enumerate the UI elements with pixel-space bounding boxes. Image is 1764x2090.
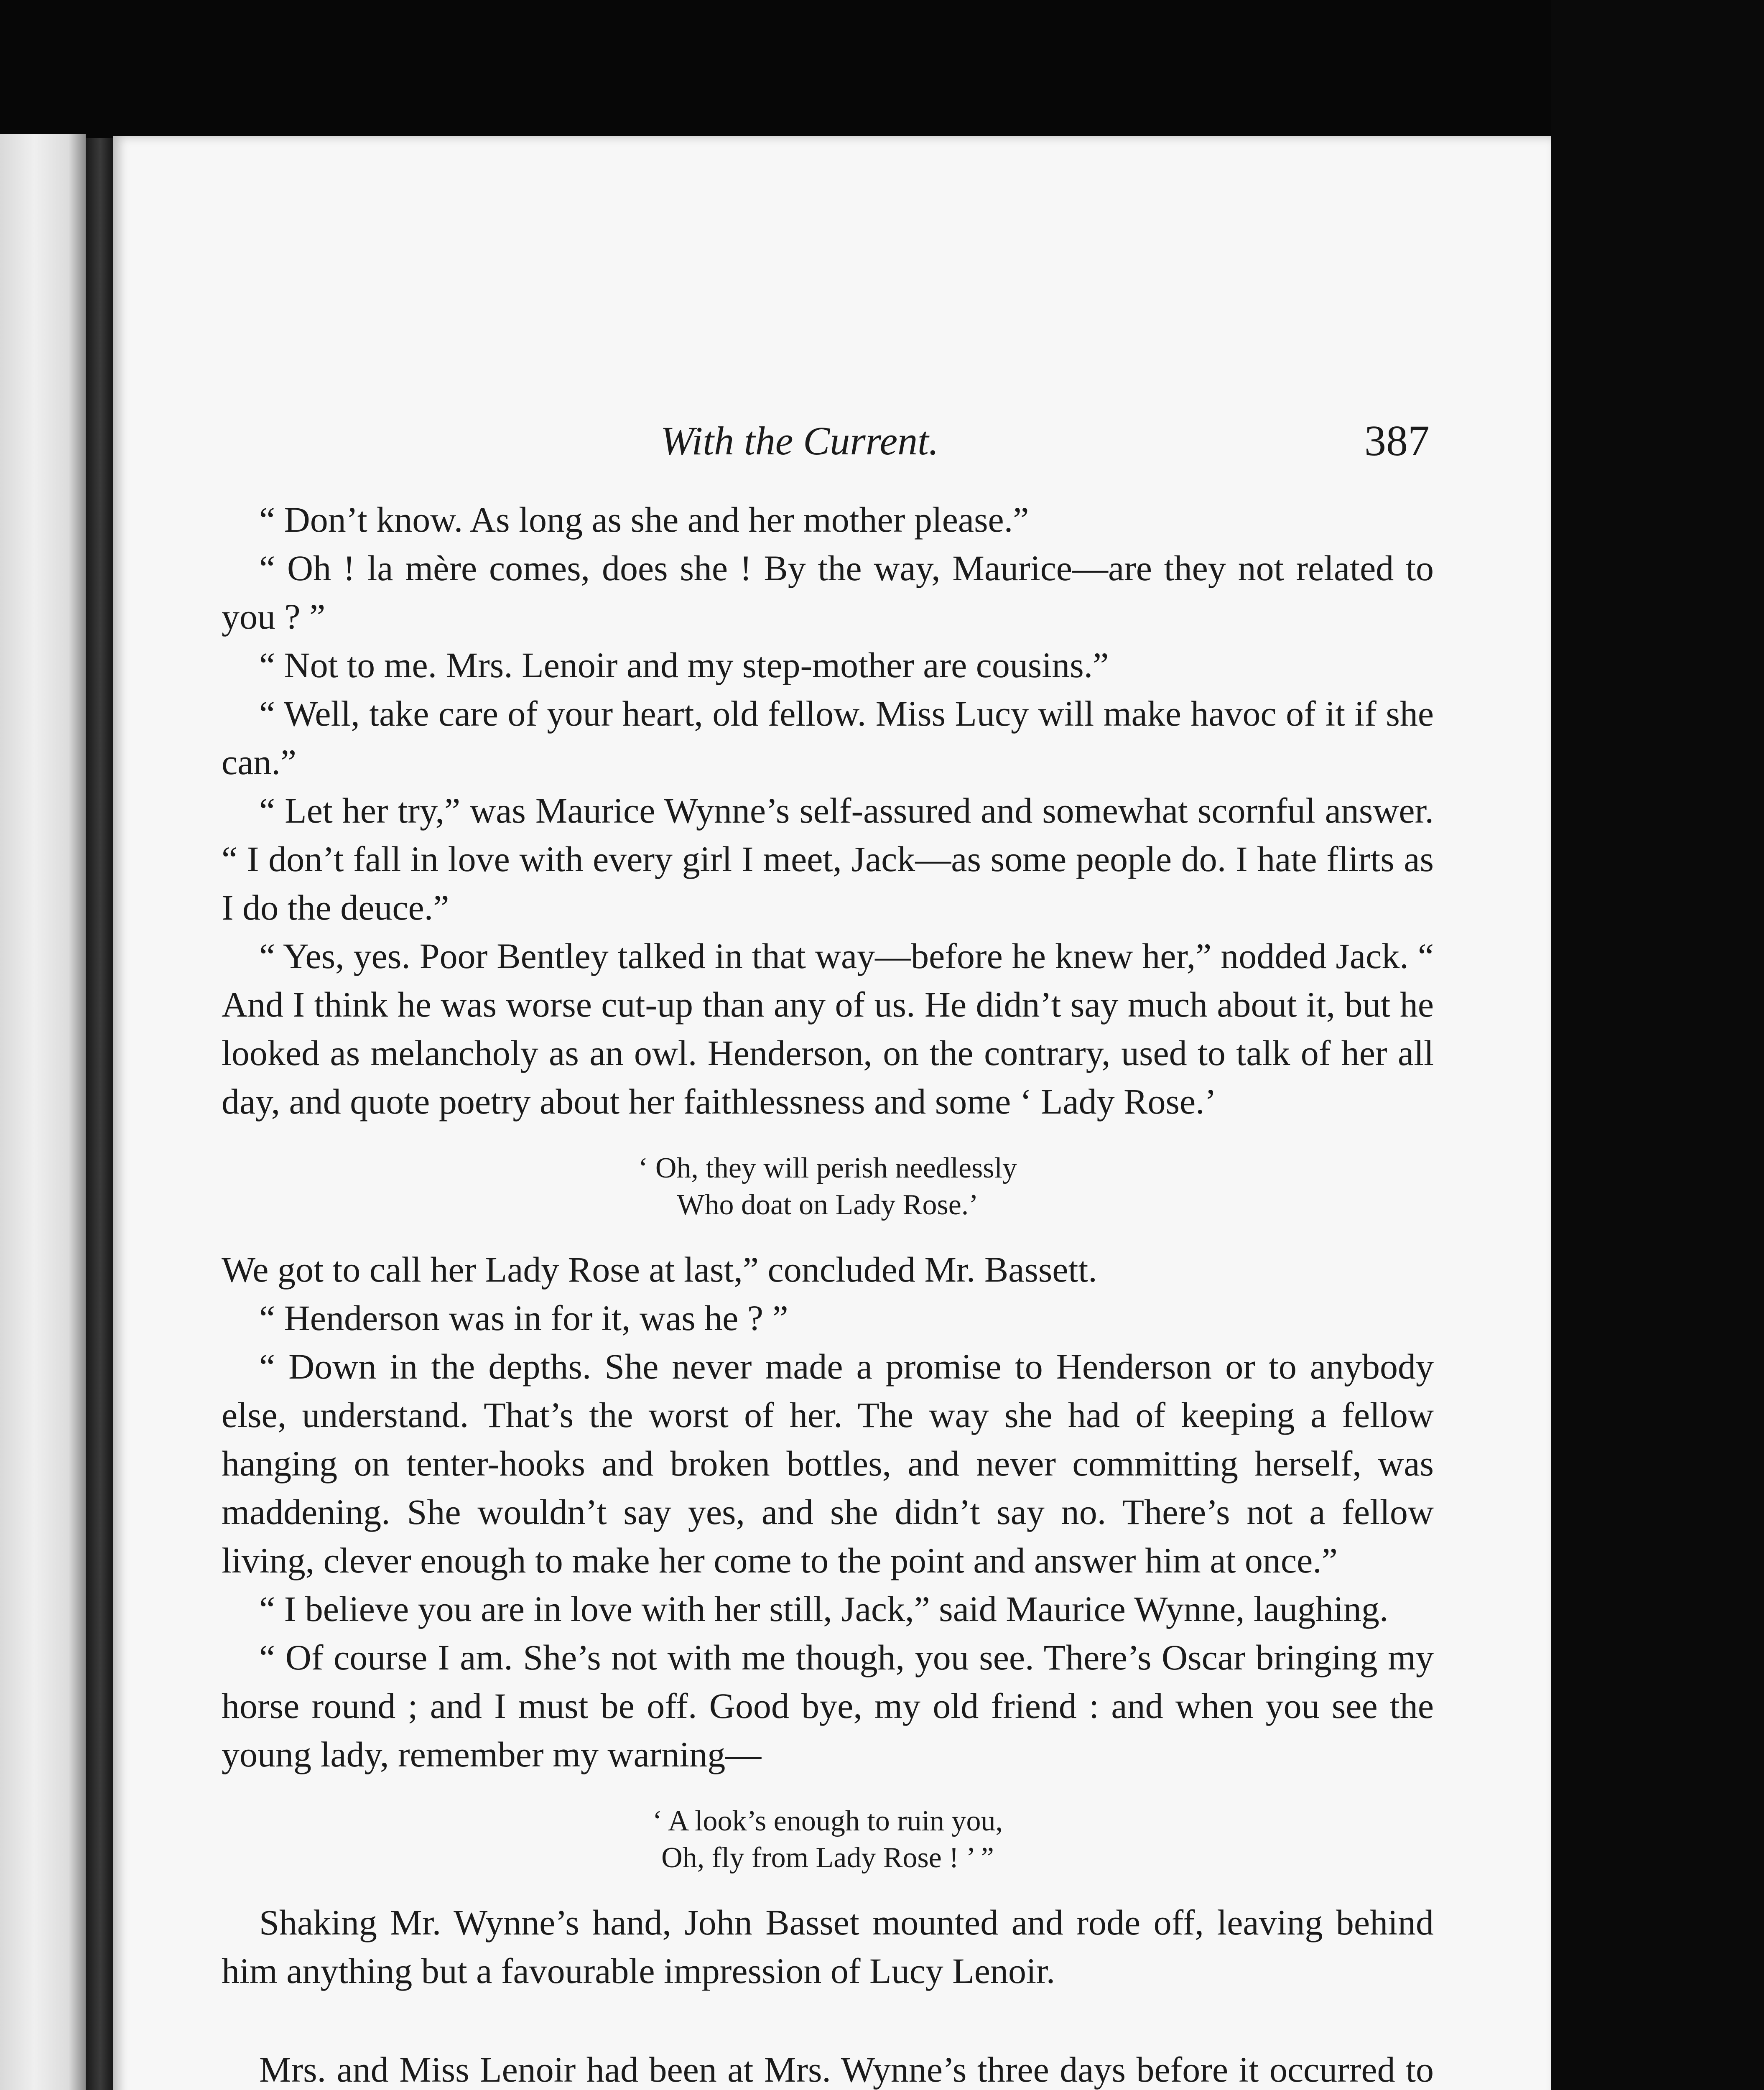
verse-line: Oh, fly from Lady Rose ! ’ ” [661, 1842, 994, 1874]
verse-quote [222, 1150, 1434, 1223]
paragraph: Mrs. and Miss Lenoir had been at Mrs. Wynne’s three days before it occurred to [259, 2049, 1434, 2090]
paragraph: “ Not to me. Mrs. Lenoir and my step-mother are cousins.” [259, 645, 1109, 685]
running-head [113, 412, 1551, 470]
facing-page-edge [0, 134, 86, 2090]
paragraph: “ Well, take care of your heart, old fellow. Miss Lucy will make havoc of it if she can.” [222, 693, 1434, 782]
verse-line: Who doat on Lady Rose.’ [677, 1189, 979, 1221]
running-title: With the Current. [660, 418, 939, 463]
paragraph: “ Don’t know. As long as she and her mother please.” [259, 500, 1029, 540]
section-break [222, 1995, 1434, 2045]
paragraph: “ Henderson was in for it, was he ? ” [259, 1298, 788, 1338]
paragraph: “ I believe you are in love with her still, Jack,” said Maurice Wynne, laughing. [259, 1589, 1389, 1629]
verse-line: ‘ Oh, they will perish needlessly [638, 1152, 1017, 1184]
paragraph: We got to call her Lady Rose at last,” concluded Mr. Bassett. [222, 1249, 1097, 1290]
paragraph: “ Let her try,” was Maurice Wynne’s self-assured and somewhat scornful answer. “ I don’t fall in love with every girl I meet, Jack—as some people do. I hate flirts as I do the deuce.” [222, 790, 1434, 928]
scan-right-margin [1551, 0, 1764, 2090]
page-number: 387 [1364, 417, 1430, 465]
paragraph: “ Oh ! la mère comes, does she ! By the way, Maurice—are they not related to you ? ” [222, 548, 1434, 637]
paragraph: Shaking Mr. Wynne’s hand, John Basset mounted and rode off, leaving behind him anything but a favourable impression of Lucy Lenoir. [222, 1902, 1434, 1991]
verse-quote [222, 1803, 1434, 1876]
paragraph: “ Down in the depths. She never made a promise to Henderson or to anybody else, understand. That’s the worst of her. The way she had of keeping a fellow hanging on tenter-hooks and broken bottles, and never committing herself, was maddening. She wouldn’t say yes, and she didn’t say no. There’s not a fellow living, clever enough to make her come to the point and answer him at once.” [222, 1346, 1434, 1580]
paragraph: “ Of course I am. She’s not with me though, you see. There’s Oscar bringing my horse round ; and I must be off. Good bye, my old friend : and when you see the young lady, remember my warning— [222, 1637, 1434, 1774]
book-page [113, 136, 1551, 2090]
verse-line: ‘ A look’s enough to ruin you, [652, 1805, 1003, 1837]
body-text [222, 495, 1434, 2090]
book-gutter [86, 138, 115, 2090]
paragraph: “ Yes, yes. Poor Bentley talked in that way—before he knew her,” nodded Jack. “ And I think he was worse cut-up than any of us. He didn’t say much about it, but he looked as melancholy as an owl. Henderson, on the contrary, used to talk of her all day, and quote poetry about her faithlessness and some ‘ Lady Rose.’ [222, 936, 1434, 1121]
